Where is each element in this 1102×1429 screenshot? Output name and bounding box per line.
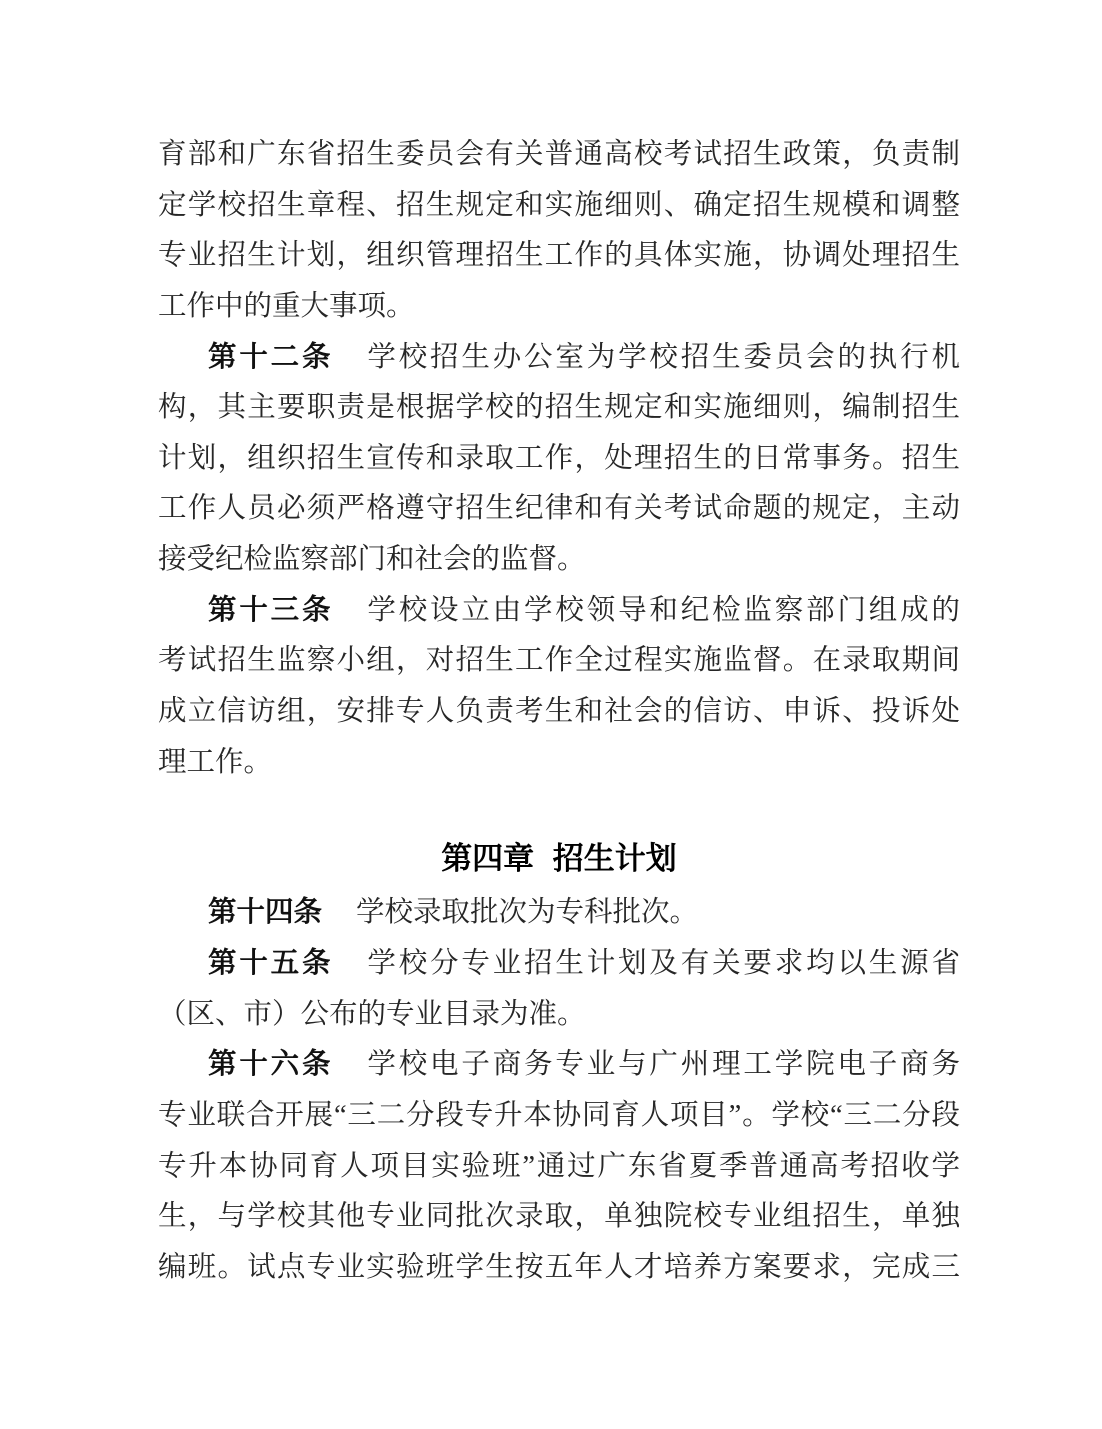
article-16-first-line	[158, 1040, 960, 1091]
text-line: 计划，组织招生宣传和录取工作，处理招生的日常事务。招生	[158, 442, 960, 474]
chapter-heading: 第四章 招生计划	[441, 841, 677, 877]
article-16-number: 第十六条	[208, 1049, 334, 1081]
article-15-number: 第十五条	[208, 947, 334, 979]
text-line: 育部和广东省招生委员会有关普通高校考试招生政策，负责制	[158, 139, 960, 170]
text-line: （区、市）公布的专业目录为准。	[158, 998, 586, 1030]
text-line: 工作中的重大事项。	[158, 290, 415, 322]
text-line: 专业招生计划，组织管理招生工作的具体实施，协调处理招生	[158, 240, 960, 272]
article-14-lead-text: 学校录取批次为专科批次。	[356, 897, 699, 929]
text-line: 接受纪检监察部门和社会的监督。	[158, 544, 586, 576]
text-line: 专业联合开展“三二分段专升本协同育人项目”。学校“三二分段	[158, 1099, 960, 1131]
text-line: 理工作。	[158, 746, 273, 778]
text-line: 构，其主要职责是根据学校的招生规定和实施细则，编制招生	[158, 392, 960, 424]
article-13-number: 第十三条	[208, 594, 334, 626]
text-line: 编班。试点专业实验班学生按五年人才培养方案要求，完成三	[158, 1251, 960, 1283]
text-line: 专升本协同育人项目实验班”通过广东省夏季普通高考招收学	[158, 1150, 960, 1182]
article-15-lead-text: 学校分专业招生计划及有关要求均以生源省	[367, 947, 960, 979]
article-13-first-line	[158, 586, 960, 637]
text-line: 考试招生监察小组，对招生工作全过程实施监督。在录取期间	[158, 645, 960, 677]
article-16-lead-text: 学校电子商务专业与广州理工学院电子商务	[367, 1049, 960, 1081]
article-15-first-line	[158, 939, 960, 990]
article-12-first-line	[158, 333, 960, 384]
text-line: 成立信访组，安排专人负责考生和社会的信访、申诉、投诉处	[158, 696, 960, 728]
article-12-lead-text: 学校招生办公室为学校招生委员会的执行机	[367, 341, 960, 373]
text-line: 生，与学校其他专业同批次录取，单独院校专业组招生，单独	[158, 1201, 960, 1233]
article-12-number: 第十二条	[208, 341, 334, 373]
article-14-number: 第十四条	[208, 897, 323, 929]
text-line: 定学校招生章程、招生规定和实施细则、确定招生规模和调整	[158, 189, 960, 221]
article-14-first-line	[158, 888, 960, 939]
article-13-lead-text: 学校设立由学校领导和纪检监察部门组成的	[367, 594, 960, 626]
text-line: 工作人员必须严格遵守招生纪律和有关考试命题的规定，主动	[158, 493, 960, 525]
